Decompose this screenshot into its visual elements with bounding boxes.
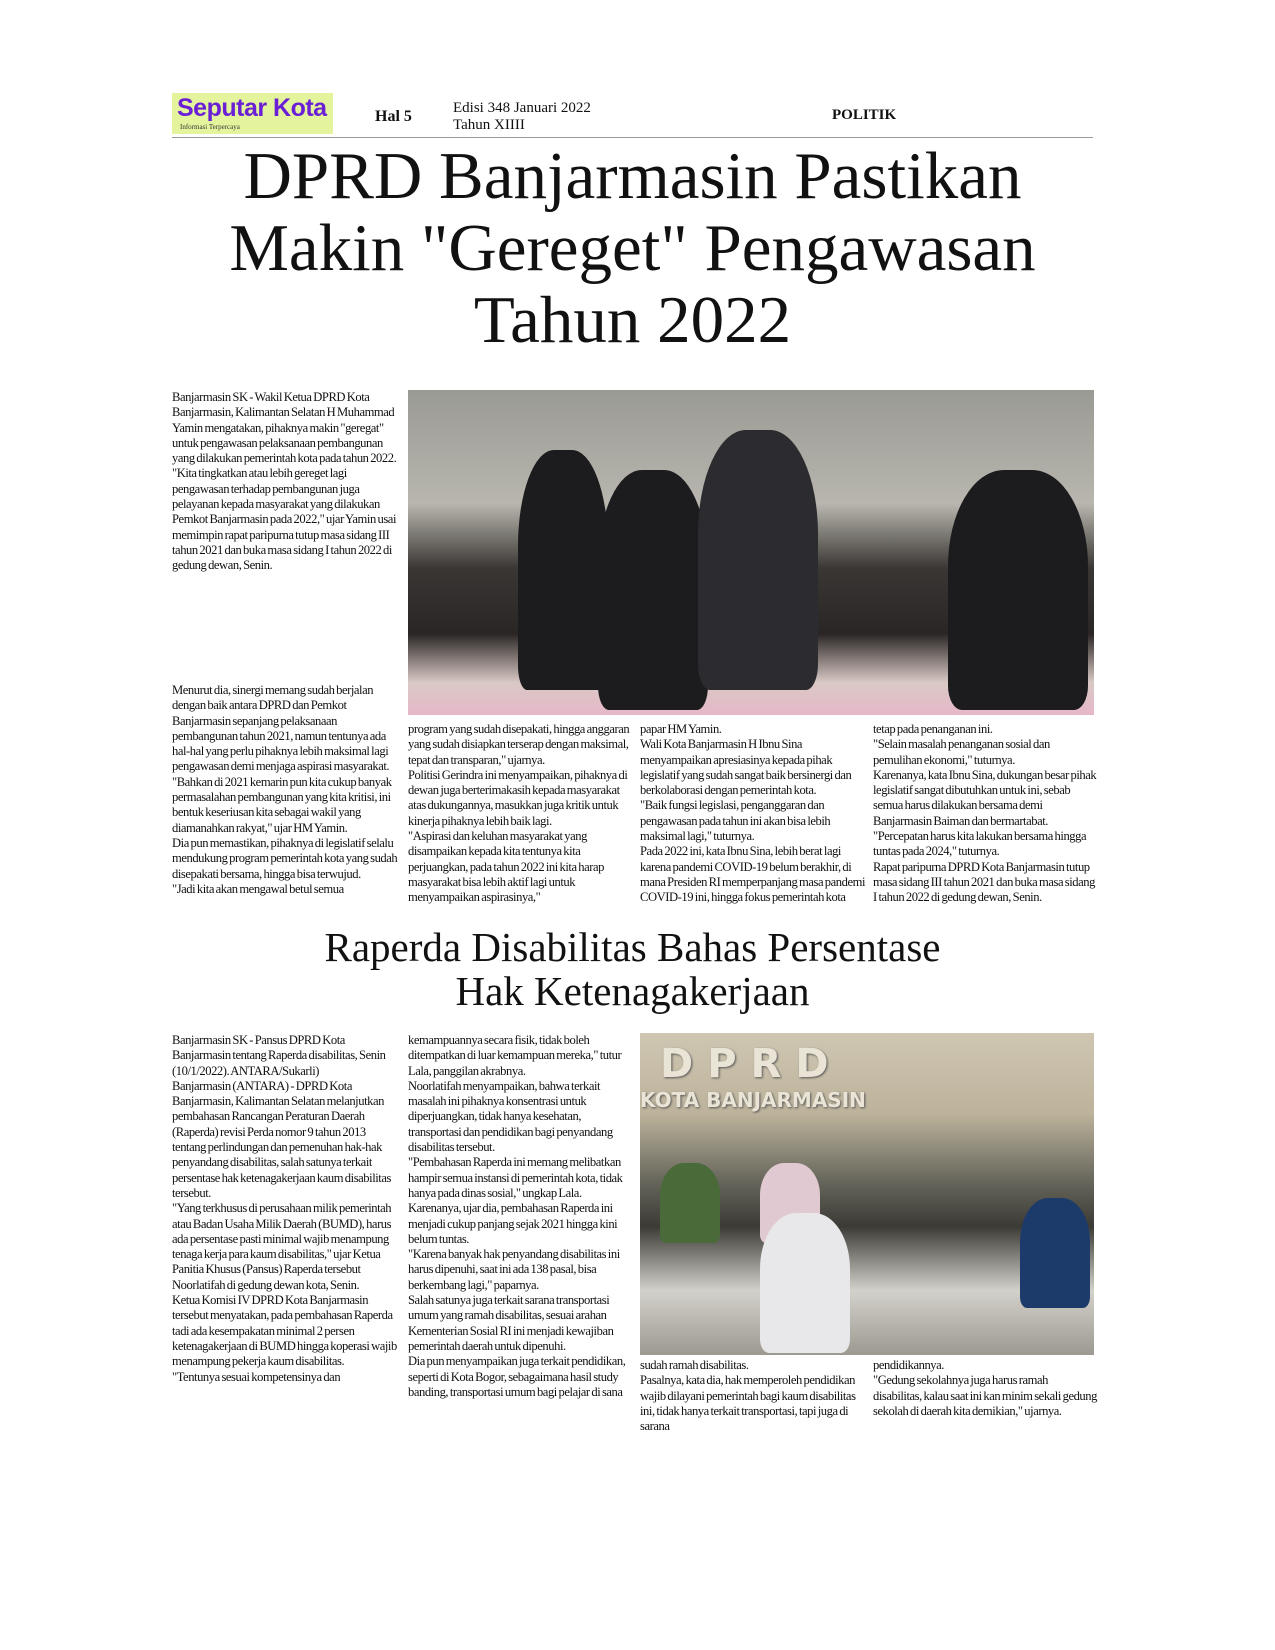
paragraph: Menurut dia, sinergi memang sudah berjalan dengan baik antara DPRD dan Pemkot Banjarmasin sepanjang pelaksanaan pembangunan tahun 2021, namun tentunya ada hal-hal yang perlu pihaknya lebih maksimal lagi pengawasan demi menjaga aspirasi masyarakat. — [172, 683, 390, 774]
paragraph: Politisi Gerindra ini menyampaikan, pihaknya di dewan juga berterimakasih kepada masyarakat atas dukungannya, masukkan juga kritik untuk kinerja pihaknya lebih baik lagi. — [408, 767, 628, 828]
edition: Edisi 348 Januari 2022 — [453, 100, 591, 116]
article2-headline: Raperda Disabilitas Bahas Persentase Hak Ketenagakerjaan — [324, 924, 941, 1014]
paragraph: "Kita tingkatkan atau lebih gereget lagi pengawasan terhadap pembangunan juga pelayanan kepada masyarakat yang dilakukan Pemkot Banjarmasin pada 2022," ujar Yamin usai memimpin rapat paripurna tutup masa sidang III tahun 2021 dan buka masa sidang I tahun 2022 di gedung dewan, Senin. — [172, 466, 396, 573]
paragraph: pendidikannya. — [873, 1358, 944, 1372]
edition-year: Tahun XIIII — [453, 117, 525, 133]
article2-column-3 — [640, 1358, 865, 1434]
paragraph: Noorlatifah menyampaikan, bahwa terkait masalah ini pihaknya konsentrasi untuk diperjuangkan, tidak hanya kesehatan, transportasi dan pendidikan bagi penyandang disabilitas tersebut. — [408, 1078, 613, 1155]
paragraph: Karenanya, ujar dia, pembahasan Raperda ini menjadi cukup panjang sejak 2021 hingga kini belum tuntas. — [408, 1201, 618, 1246]
article1-photo — [408, 390, 1094, 715]
header-divider — [172, 137, 1093, 138]
article1-column-1b — [172, 683, 400, 897]
paragraph: Dia pun menyampaikan juga terkait pendidikan, seperti di Kota Bogor, sebagaimana hasil study banding, transportasi umum bagi pelajar di sana — [408, 1354, 626, 1399]
article1-column-1a — [172, 390, 400, 574]
article2-column-2 — [408, 1033, 633, 1400]
paragraph: program yang sudah disepakati, hingga anggaran yang sudah disiapkan terserap dengan maksimal, tepat dan transparan," ujarnya. — [408, 722, 630, 767]
article1-column-3 — [640, 722, 865, 906]
logo-name: Seputar Kota — [177, 94, 327, 122]
paragraph: "Pembahasan Raperda ini memang melibatkan hampir semua instansi di pemerintah kota, tidak hanya pada dinas sosial," ungkap Lala. — [408, 1155, 623, 1200]
article1-headline: DPRD Banjarmasin Pastikan Makin "Gereget" Pengawasan Tahun 2022 — [229, 139, 1036, 357]
article2-photo — [640, 1033, 1094, 1355]
paragraph: Karenanya, kata Ibnu Sina, dukungan besar pihak legislatif sangat dibutuhkan untuk ini, sebab semua harus dilakukan bersama demi Banjarmasin Baiman dan bermartabat. — [873, 767, 1097, 828]
paragraph: "Karena banyak hak penyandang disabilitas ini harus dipenuhi, saat ini ada 138 pasal, bisa berkembang lagi," paparnya. — [408, 1247, 620, 1292]
paragraph: Wali Kota Banjarmasin H Ibnu Sina menyampaikan apresiasinya kepada pihak legislatif yang sudah sangat baik bersinergi dan berkolaborasi dengan pemerintah kota. — [640, 737, 852, 798]
edition-info — [453, 100, 591, 134]
paragraph: Banjarmasin (ANTARA) - DPRD Kota Banjarmasin, Kalimantan Selatan melanjutkan pembahasan Rancangan Peraturan Daerah (Raperda) revisi Perda nomor 9 tahun 2013 tentang perlindungan dan pemenuhan hak-hak penyandang disabilitas, salah satunya terkait persentase hak ketenagakerjaan kaum disabilitas tersebut. — [172, 1078, 391, 1200]
article1-column-2 — [408, 722, 633, 906]
paragraph: Salah satunya juga terkait sarana transportasi umum yang ramah disabilitas, sesuai arahan Kementerian Sosial RI ini menjadi kewajiban pemerintah daerah untuk dipenuhi. — [408, 1293, 614, 1353]
paragraph: "Tentunya sesuai kompetensinya dan — [172, 1369, 341, 1384]
newspaper-logo — [172, 93, 333, 134]
paragraph: "Baik fungsi legislasi, penganggaran dan pengawasan pada tahun ini akan bisa lebih maksimal lagi," tuturnya. — [640, 798, 831, 844]
paragraph: Pada 2022 ini, kata Ibnu Sina, lebih berat lagi karena pandemi COVID-19 belum berakhir, di mana Presiden RI memperpanjang masa pandemi COVID-19 ini, hingga fokus pemerintah kota — [640, 844, 865, 905]
paragraph: Ketua Komisi IV DPRD Kota Banjarmasin tersebut menyatakan, pada pembahasan Raperda tadi ada kesempakatan minimal 2 persen ketenagakerjaan di BUMD hingga koperasi wajib menampung pekerja kaum disabilitas. — [172, 1293, 397, 1369]
paragraph: "Selain masalah penanganan sosial dan pemulihan ekonomi," tuturnya. — [873, 737, 1050, 767]
section-label: POLITIK — [832, 107, 897, 123]
paragraph: "Jadi kita akan mengawal betul semua — [172, 881, 344, 896]
article2-column-1 — [172, 1033, 400, 1385]
article2-column-4 — [873, 1358, 1098, 1419]
photo-sign-dprd: DPRD — [660, 1041, 843, 1087]
paragraph: "Aspirasi dan keluhan masyarakat yang disampaikan kepada kita tentunya kita perjuangkan, pada tahun 2022 ini kita harap masyarakat bisa lebih aktif lagi untuk menyampaikan aspirasinya," — [408, 829, 605, 905]
photo-sign-city: KOTA BANJARMASIN — [640, 1088, 866, 1112]
paragraph: "Percepatan harus kita lakukan bersama hingga tuntas pada 2024," tuturnya. — [873, 829, 1087, 859]
paragraph: "Gedung sekolahnya juga harus ramah disabilitas, kalau saat ini kan minim sekali gedung sekolah di daerah kita demikian," ujarnya. — [873, 1373, 1097, 1418]
paragraph: "Yang terkhusus di perusahaan milik pemerintah atau Badan Usaha Milik Daerah (BUMD), harus ada persentase pasti minimal wajib menampung tenaga kerja para kaum disabilitas," ujar Ketua Panitia Khusus (Pansus) Raperda tersebut Noorlatifah di gedung dewan kota, Senin. — [172, 1201, 392, 1292]
photo-caption: Banjarmasin SK - Pansus DPRD Kota Banjarmasin tentang Raperda disabilitas, Senin (10/1/2022). ANTARA/Sukarli) — [172, 1033, 386, 1078]
paragraph: Rapat paripurna DPRD Kota Banjarmasin tutup masa sidang III tahun 2021 dan buka masa sidang I tahun 2022 di gedung dewan, Senin. — [873, 859, 1095, 905]
paragraph: "Bahkan di 2021 kemarin pun kita cukup banyak permasalahan pembangunan yang kita kritisi, ini bentuk keseriusan kita sebagai wakil yang diamanahkan rakyat," ujar HM Yamin. — [172, 774, 392, 835]
paragraph: Banjarmasin SK - Wakil Ketua DPRD Kota Banjarmasin, Kalimantan Selatan H Muhammad Yamin mengatakan, pihaknya makin "geregat" untuk pengawasan pelaksanaan pembangunan yang dilakukan pemerintah kota pada tahun 2022. — [172, 390, 397, 466]
page-number: Hal 5 — [375, 108, 412, 125]
paragraph: papar HM Yamin. — [640, 722, 722, 736]
paragraph: tetap pada penanganan ini. — [873, 722, 993, 736]
paragraph: kemampuannya secara fisik, tidak boleh ditempatkan di luar kemampuan mereka," tutur Lala, panggilan akrabnya. — [408, 1033, 622, 1078]
paragraph: Dia pun memastikan, pihaknya di legislatif selalu mendukung program pemerintah kota yang sudah disepakati bersama, hingga bisa terwujud. — [172, 835, 398, 881]
article1-column-4 — [873, 722, 1098, 906]
logo-tagline: Informasi Terpercaya — [180, 123, 240, 131]
paragraph: sudah ramah disabilitas. — [640, 1358, 749, 1372]
paragraph: Pasalnya, kata dia, hak memperoleh pendidikan wajib dilayani pemerintah bagi kaum disabilitas ini, tidak hanya terkait transportasi, tapi juga di sarana — [640, 1373, 856, 1434]
